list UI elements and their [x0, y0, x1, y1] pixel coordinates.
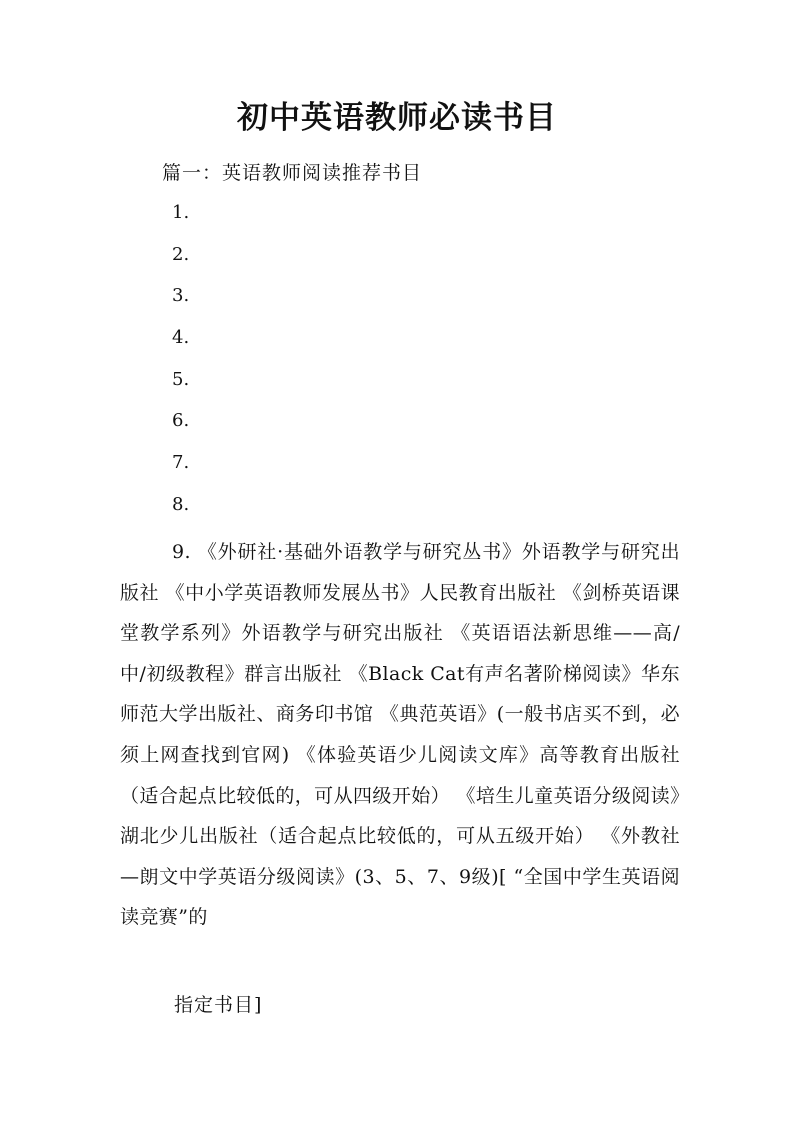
item-9-number: 9. — [172, 541, 191, 563]
item-9-tail: 指定书目] — [174, 994, 263, 1016]
list-item-2: 2. — [172, 243, 190, 265]
numbered-list — [172, 198, 189, 532]
list-item-5: 5. — [172, 368, 190, 390]
list-item-7: 7. — [172, 452, 190, 474]
list-item-8: 8. — [172, 493, 190, 515]
item-9-paragraph — [120, 532, 680, 938]
section-heading: 篇一：英语教师阅读推荐书目 — [162, 162, 423, 184]
item-9-text: 《外研社·基础外语教学与研究丛书》外语教学与研究出版社 《中小学英语教师发展丛书》人民教育出版社 《剑桥英语课堂教学系列》外语教学与研究出版社 《英语语法新思维——高/中/初级教程》群言出版社 《Black Cat有声名著阶梯阅读》华东师范大学出版社、商务印书馆 《典范英语》(一般书店买不到，必须上网查找到官网) 《体验英语少儿阅读文库》高等教育出版社（适合起点比较低的，可从四级开始） 《培生儿童英语分级阅读》湖北少儿出版社（适合起点比较低的，可从五级开始） 《外教社—朗文中学英语分级阅读》(3、5、7、9级)[ “全国中学生英语阅读竞赛”的 — [120, 541, 680, 929]
list-item-6: 6. — [172, 410, 190, 432]
document-title: 初中英语教师必读书目 — [237, 100, 557, 136]
list-item-4: 4. — [172, 327, 190, 349]
list-item-1: 1. — [172, 202, 190, 223]
list-item-3: 3. — [172, 285, 190, 307]
